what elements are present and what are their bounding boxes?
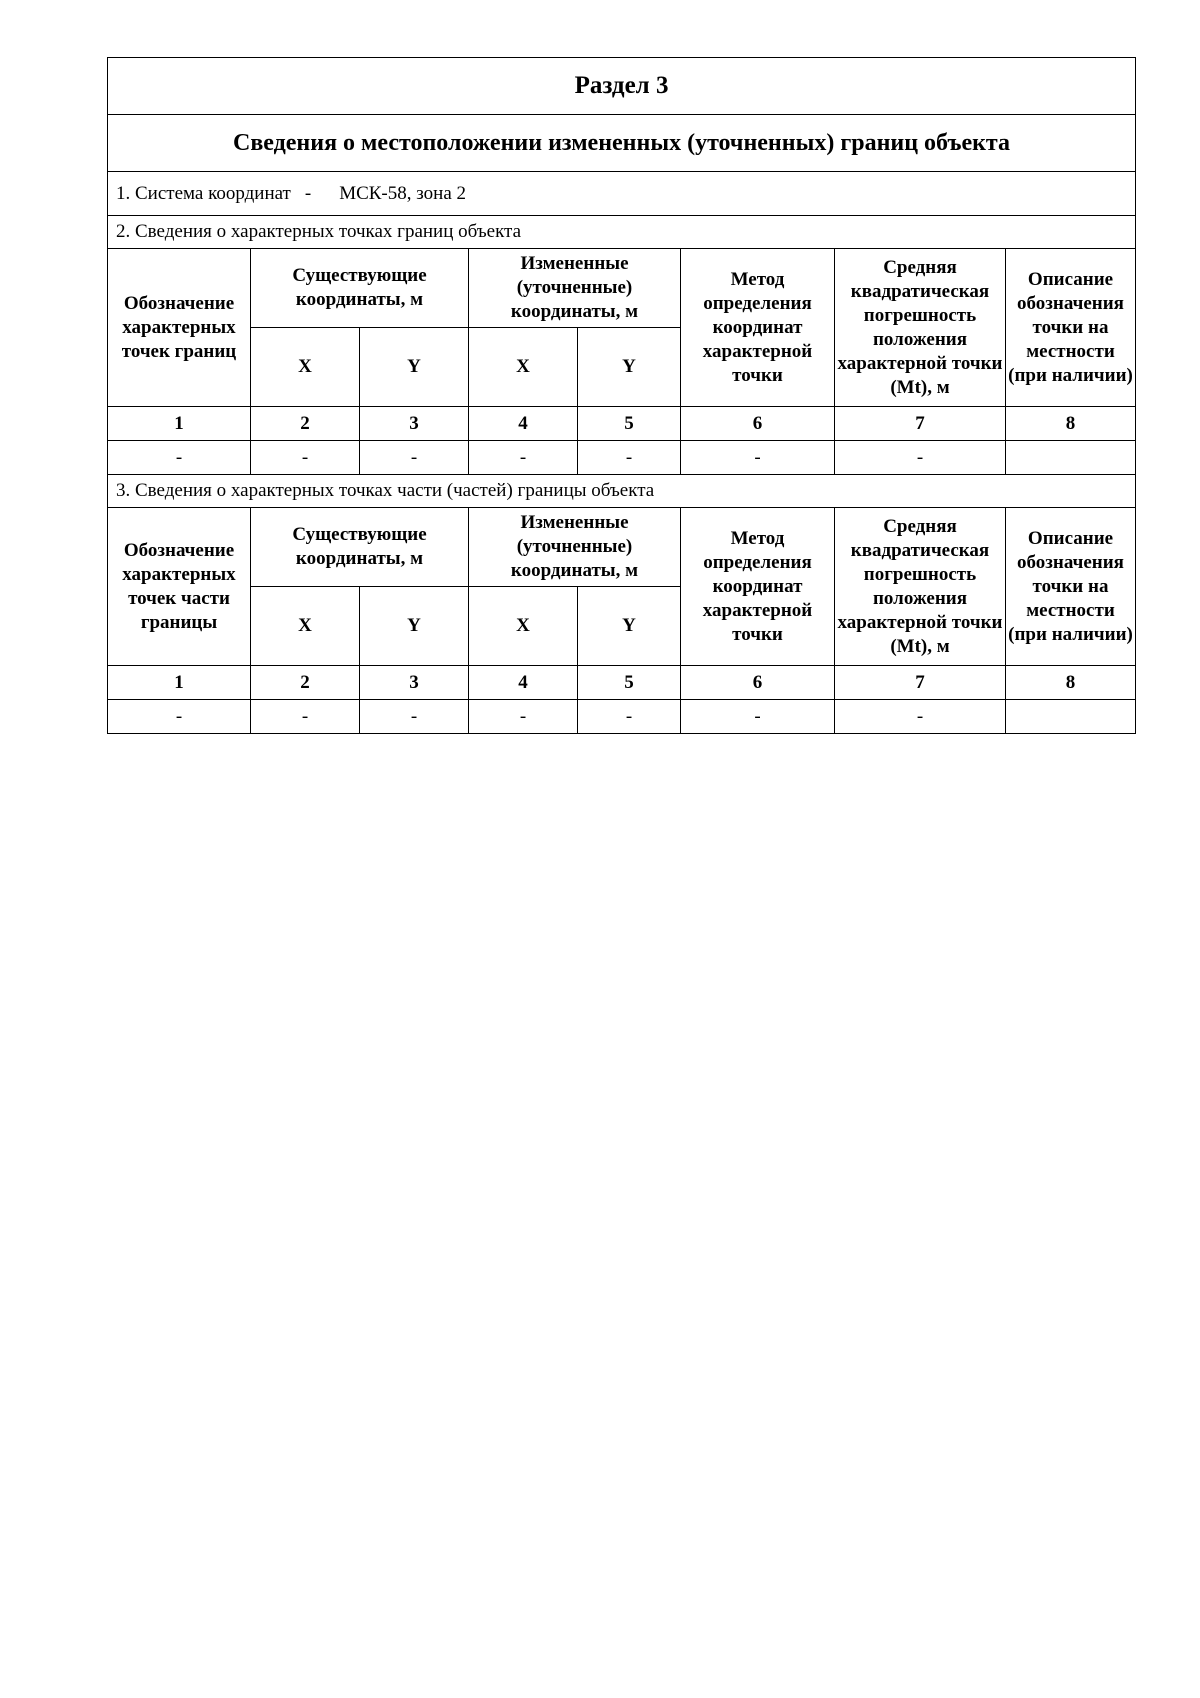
- coord-system-label: 1. Система координат: [116, 182, 291, 204]
- section-subtitle: Сведения о местоположении измененных (уточненных) границ объекта: [108, 115, 1136, 172]
- table2-col-number: 7: [835, 666, 1006, 700]
- section-table: [107, 57, 1136, 734]
- table2-header-changed-y: Y: [578, 587, 681, 666]
- table1-caption: 2. Сведения о характерных точках границ объекта: [108, 216, 1136, 249]
- table2-cell: -: [835, 700, 1006, 734]
- coord-system-row: [108, 172, 1136, 216]
- table2-number-row: [108, 666, 1136, 700]
- document: [107, 57, 1135, 734]
- table2-col-number: 3: [360, 666, 469, 700]
- table2-header-description: Описание обозначения точки на местности (при наличии): [1006, 508, 1136, 666]
- table1-col-number: 5: [578, 407, 681, 441]
- coord-system-value: МСК-58, зона 2: [339, 182, 466, 204]
- table1-col-number: 1: [108, 407, 251, 441]
- table2-col-number: 5: [578, 666, 681, 700]
- table1-header-changed-y: Y: [578, 328, 681, 407]
- table2-header-existing-y: Y: [360, 587, 469, 666]
- table1-cell: -: [578, 441, 681, 475]
- table1-cell: -: [360, 441, 469, 475]
- table1-col-number: 2: [251, 407, 360, 441]
- table1-header-designation: Обозначение характерных точек границ: [108, 249, 251, 407]
- table1-cell: -: [108, 441, 251, 475]
- table2-header-existing: Существующие координаты, м: [251, 508, 469, 587]
- table2-cell: -: [251, 700, 360, 734]
- table1-header-existing: Существующие координаты, м: [251, 249, 469, 328]
- table1-col-number: 4: [469, 407, 578, 441]
- section-title: Раздел 3: [108, 58, 1136, 115]
- table1-col-number: 3: [360, 407, 469, 441]
- table2-col-number: 6: [681, 666, 835, 700]
- table2-header-existing-x: X: [251, 587, 360, 666]
- table2-col-number: 4: [469, 666, 578, 700]
- table1-col-number: 6: [681, 407, 835, 441]
- table1-cell: [1006, 441, 1136, 475]
- table1-cell: -: [469, 441, 578, 475]
- table2-cell: [1006, 700, 1136, 734]
- table2-data-row: [108, 700, 1136, 734]
- table1-header-description: Описание обозначения точки на местности (при наличии): [1006, 249, 1136, 407]
- table1-cell: -: [251, 441, 360, 475]
- table1-header-error: Средняя квадратическая погрешность положения характерной точки (Mt), м: [835, 249, 1006, 407]
- table2-header-changed-x: X: [469, 587, 578, 666]
- table2-header-error: Средняя квадратическая погрешность положения характерной точки (Mt), м: [835, 508, 1006, 666]
- table2-cell: -: [108, 700, 251, 734]
- table1-cell: -: [681, 441, 835, 475]
- table2-cell: -: [681, 700, 835, 734]
- table1-data-row: [108, 441, 1136, 475]
- table2-col-number: 8: [1006, 666, 1136, 700]
- table2-col-number: 2: [251, 666, 360, 700]
- table2-cell: -: [360, 700, 469, 734]
- table1-col-number: 8: [1006, 407, 1136, 441]
- table1-cell: -: [835, 441, 1006, 475]
- table2-header-designation: Обозначение характерных точек части границы: [108, 508, 251, 666]
- table1-number-row: [108, 407, 1136, 441]
- table2-caption: 3. Сведения о характерных точках части (частей) границы объекта: [108, 475, 1136, 508]
- table1-header-changed: Измененные (уточненные) координаты, м: [469, 249, 681, 328]
- coord-system-separator: -: [304, 182, 312, 204]
- table1-col-number: 7: [835, 407, 1006, 441]
- table2-header-changed: Измененные (уточненные) координаты, м: [469, 508, 681, 587]
- table2-col-number: 1: [108, 666, 251, 700]
- table2-cell: -: [578, 700, 681, 734]
- table1-header-existing-y: Y: [360, 328, 469, 407]
- table1-header-changed-x: X: [469, 328, 578, 407]
- table1-header-existing-x: X: [251, 328, 360, 407]
- table2-cell: -: [469, 700, 578, 734]
- table2-header-method: Метод определения координат характерной точки: [681, 508, 835, 666]
- table1-header-method: Метод определения координат характерной точки: [681, 249, 835, 407]
